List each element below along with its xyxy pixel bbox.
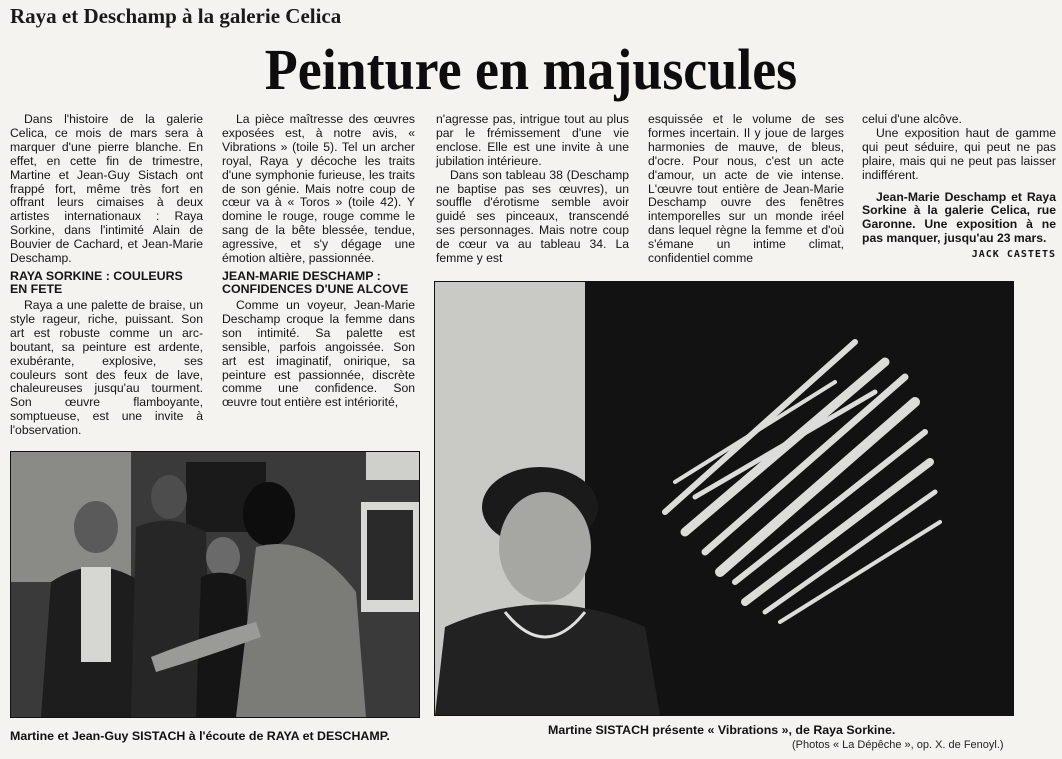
column-1 xyxy=(10,113,203,438)
col1-paragraph-2: Raya a une palette de braise, un style rageur, riche, puissant. Son art est robuste comme un arc-boutant, sa peinture est ardente, exubérante, explosive, ses couleurs sont des feux de lave, chaleureuses jusqu'au tourment. Son œuvre flamboyante, somptueuse, est une invite à l'observation. xyxy=(10,297,203,438)
col3-paragraph-2: Dans son tableau 38 (Deschamp ne baptise pas ses œuvres), un souffle d'érotisme semble avoir guidé ses pinceaux, transcendé ses personnages. Mais notre coup de cœur va au tableau 34. La femme y est xyxy=(436,167,629,266)
photo-gallery-group xyxy=(10,451,420,718)
col1-subheading: RAYA SORKINE : COULEURS EN FETE xyxy=(10,268,183,297)
photo-vibrations-painting xyxy=(434,281,1014,716)
col4-paragraph-1: esquissée et le volume de ses formes incertain. Il y joue de larges harmonies de mauve, de bleus, d'ocre. Pour nous, c'est un acte d'amour, un acte de vie intense. L'œuvre tout entière de Jean-Marie Deschamp ouvre des fenêtres intemporelles sur un monde iréel dans lequel règne la femme et d'où s'émane un intime climat, confidentiel comme xyxy=(648,112,844,266)
col5-paragraph-1: celui d'une alcôve. xyxy=(862,112,962,126)
photo-gallery-group-image xyxy=(11,452,419,717)
photo-credit: (Photos « La Dépêche », op. X. de Fenoyl.) xyxy=(792,739,1004,751)
col5-exhibition-info: Jean-Marie Deschamp et Raya Sorkine à la galerie Celica, rue Garonne. Une exposition à ne pas manquer, jusqu'au 23 mars. xyxy=(862,189,1056,246)
caption-right: Martine SISTACH présente « Vibrations », de Raya Sorkine. xyxy=(548,723,896,737)
col2-subheading: JEAN-MARIE DESCHAMP : CONFIDENCES D'UNE ALCOVE xyxy=(222,268,409,297)
column-4 xyxy=(648,113,844,266)
photo-vibrations-image xyxy=(435,282,1013,715)
kicker: Raya et Deschamp à la galerie Celica xyxy=(10,4,342,28)
col1-paragraph-1: Dans l'histoire de la galerie Celica, ce mois de mars sera à marquer d'une pierre blanche. En effet, en cette fin de trimestre, Martine et Jean-Guy Sistach ont frappé fort, même très fort en offrant leurs cimaises à deux artistes internationaux : Raya Sorkine, dans l'intimité Alain de Bouvier de Cachard, et Jean-Marie Deschamp. xyxy=(10,112,203,266)
column-5 xyxy=(862,113,1056,262)
author-signature: JACK CASTETS xyxy=(971,249,1056,261)
col2-paragraph-1: La pièce maîtresse des œuvres exposées est, à notre avis, « Vibrations » (toile 5). Tel un archer royal, Raya y décoche les traits d'une symphonie furieuse, les traits de son génie. Mais notre coup de cœur va à « Toros » (toile 42). Y domine le rouge, rouge comme le sang de la bête blessée, tendue, agressive, et s'y dégage une émotion altière, passionnée. xyxy=(222,112,415,266)
caption-left: Martine et Jean-Guy SISTACH à l'écoute de RAYA et DESCHAMP. xyxy=(10,729,390,743)
col3-paragraph-1: n'agresse pas, intrigue tout au plus par le frémissement d'une vie enclose. Elle est une invite à une jubilation intérieure. xyxy=(436,112,629,168)
column-3 xyxy=(436,113,629,266)
col2-paragraph-2: Comme un voyeur, Jean-Marie Deschamp croque la femme dans son intimité. Sa palette est sensible, parfois angoissée. Son art est imaginatif, onirique, sa peinture est passionnée, discrète comme une confidence. Son œuvre tout entière est intériorité, xyxy=(222,297,415,410)
headline: Peinture en majuscules xyxy=(264,37,798,102)
col5-paragraph-2: Une exposition haut de gamme qui peut séduire, qui peut ne pas plaire, mais qui ne peut pas laisser indifférent. xyxy=(862,125,1056,182)
column-2 xyxy=(222,113,415,410)
